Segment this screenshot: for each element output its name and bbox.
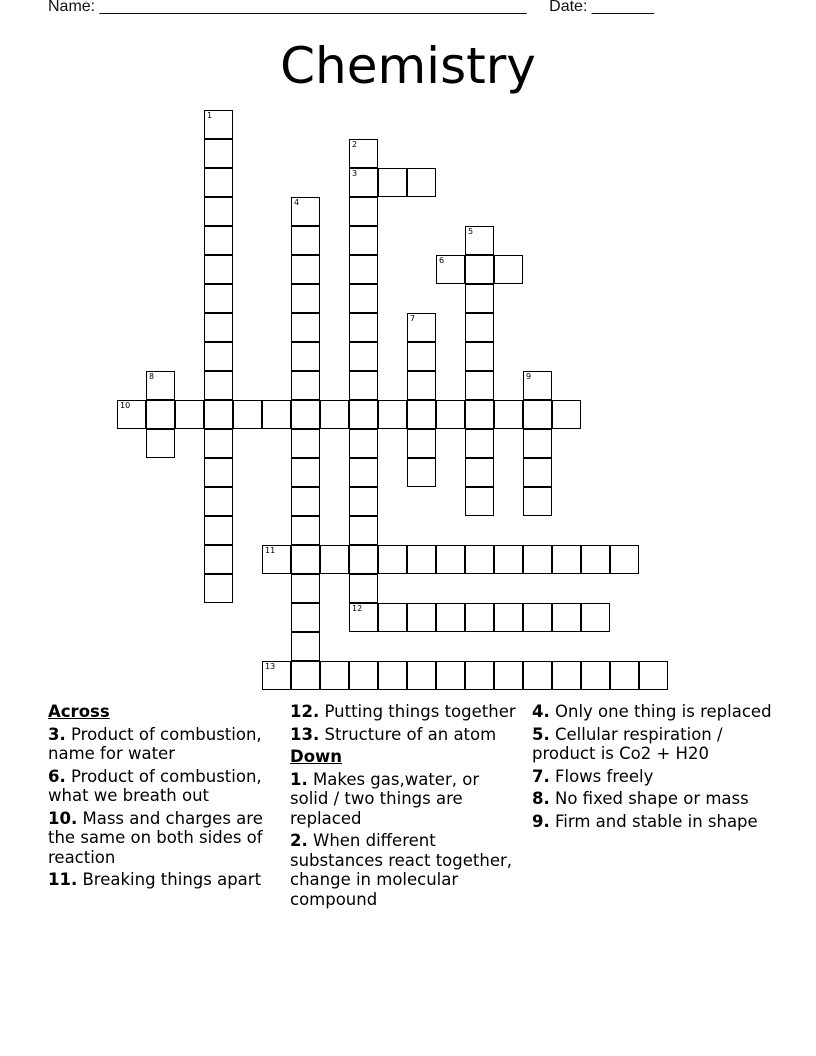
- grid-cell[interactable]: [291, 226, 320, 255]
- grid-cell[interactable]: [465, 545, 494, 574]
- clues-column-3: [532, 702, 772, 834]
- grid-cell[interactable]: [204, 139, 233, 168]
- grid-cell[interactable]: [349, 603, 378, 632]
- grid-cell[interactable]: [291, 661, 320, 690]
- grid-cell[interactable]: [349, 371, 378, 400]
- clue-across-11: 11. Breaking things apart: [48, 870, 262, 889]
- grid-cell[interactable]: [204, 313, 233, 342]
- grid-cell[interactable]: [581, 545, 610, 574]
- grid-cell[interactable]: [349, 139, 378, 168]
- grid-cell[interactable]: [349, 313, 378, 342]
- grid-cell[interactable]: [349, 168, 378, 197]
- grid-cell[interactable]: [436, 400, 465, 429]
- grid-cell[interactable]: [262, 545, 291, 574]
- grid-cell[interactable]: [291, 342, 320, 371]
- grid-cell[interactable]: [204, 371, 233, 400]
- grid-cell[interactable]: [407, 400, 436, 429]
- clue-number: 13: [265, 662, 276, 671]
- grid-cell[interactable]: [465, 429, 494, 458]
- clue-number: 7: [410, 314, 416, 323]
- grid-cell[interactable]: [204, 110, 233, 139]
- grid-cell[interactable]: [436, 603, 465, 632]
- across-heading: Across: [48, 702, 110, 721]
- grid-cell[interactable]: [465, 371, 494, 400]
- grid-cell[interactable]: [320, 400, 349, 429]
- grid-cell[interactable]: [523, 545, 552, 574]
- grid-cell[interactable]: [494, 661, 523, 690]
- grid-cell[interactable]: [494, 400, 523, 429]
- grid-cell[interactable]: [320, 661, 349, 690]
- grid-cell[interactable]: [204, 197, 233, 226]
- clue-number: 5: [468, 227, 474, 236]
- grid-cell[interactable]: [378, 603, 407, 632]
- grid-cell[interactable]: [610, 661, 639, 690]
- clue-number: 9: [526, 372, 532, 381]
- clue-number: 4: [294, 198, 300, 207]
- grid-cell[interactable]: [117, 400, 146, 429]
- grid-cell[interactable]: [204, 284, 233, 313]
- grid-cell[interactable]: [204, 516, 233, 545]
- clue-down-7: 7. Flows freely: [532, 766, 654, 786]
- grid-cell[interactable]: [552, 603, 581, 632]
- grid-cell[interactable]: [291, 284, 320, 313]
- clue-across-6: 6. Product of combustion, what we breath out: [48, 766, 262, 805]
- clue-across-3: 3. Product of combustion, name for water: [48, 724, 262, 763]
- grid-cell[interactable]: [378, 545, 407, 574]
- grid-cell[interactable]: [436, 255, 465, 284]
- grid-cell[interactable]: [349, 255, 378, 284]
- grid-cell[interactable]: [523, 661, 552, 690]
- grid-cell[interactable]: [204, 545, 233, 574]
- grid-cell[interactable]: [407, 371, 436, 400]
- grid-cell[interactable]: [204, 342, 233, 371]
- grid-cell[interactable]: [407, 545, 436, 574]
- grid-cell[interactable]: [494, 255, 523, 284]
- grid-cell[interactable]: [552, 661, 581, 690]
- grid-cell[interactable]: [349, 400, 378, 429]
- clue-number: 12: [352, 604, 363, 613]
- grid-cell[interactable]: [349, 574, 378, 603]
- grid-cell[interactable]: [349, 342, 378, 371]
- clue-number: 1: [207, 111, 213, 120]
- grid-cell[interactable]: [523, 371, 552, 400]
- clue-down-2: 2. When different substances react together, change in molecular compound: [290, 831, 512, 909]
- grid-cell[interactable]: [262, 400, 291, 429]
- grid-cell[interactable]: [465, 487, 494, 516]
- grid-cell[interactable]: [407, 313, 436, 342]
- clue-number: 10: [120, 401, 131, 410]
- grid-cell[interactable]: [436, 545, 465, 574]
- clues-column-2: [290, 702, 522, 912]
- clue-across-10: 10. Mass and charges are the same on both sides of reaction: [48, 808, 263, 867]
- date-field-label[interactable]: Date: _______: [549, 0, 655, 15]
- grid-cell[interactable]: [407, 603, 436, 632]
- grid-cell[interactable]: [291, 516, 320, 545]
- grid-cell[interactable]: [349, 661, 378, 690]
- grid-cell[interactable]: [349, 226, 378, 255]
- grid-cell[interactable]: [262, 661, 291, 690]
- clue-down-5: 5. Cellular respiration / product is Co2 + H20: [532, 724, 723, 763]
- grid-cell[interactable]: [465, 458, 494, 487]
- grid-cell[interactable]: [494, 603, 523, 632]
- grid-cell[interactable]: [349, 284, 378, 313]
- clue-number: 11: [265, 546, 276, 555]
- grid-cell[interactable]: [204, 487, 233, 516]
- grid-cell[interactable]: [291, 400, 320, 429]
- grid-cell[interactable]: [291, 371, 320, 400]
- grid-cell[interactable]: [349, 516, 378, 545]
- grid-cell[interactable]: [581, 603, 610, 632]
- grid-cell[interactable]: [175, 400, 204, 429]
- grid-cell[interactable]: [291, 255, 320, 284]
- clue-number: 8: [149, 372, 155, 381]
- grid-cell[interactable]: [233, 400, 262, 429]
- grid-cell[interactable]: [465, 400, 494, 429]
- grid-cell[interactable]: [204, 429, 233, 458]
- grid-cell[interactable]: [204, 226, 233, 255]
- grid-cell[interactable]: [349, 458, 378, 487]
- clue-number: 2: [352, 140, 358, 149]
- grid-cell[interactable]: [291, 545, 320, 574]
- grid-cell[interactable]: [407, 342, 436, 371]
- clues-column-1: [48, 702, 280, 893]
- clue-down-1: 1. Makes gas,water, or solid / two things are replaced: [290, 769, 480, 828]
- grid-cell[interactable]: [204, 574, 233, 603]
- grid-cell[interactable]: [146, 400, 175, 429]
- grid-cell[interactable]: [291, 487, 320, 516]
- clue-down-4: 4. Only one thing is replaced: [532, 702, 772, 721]
- grid-cell[interactable]: [349, 545, 378, 574]
- grid-cell[interactable]: [204, 255, 233, 284]
- grid-cell[interactable]: [349, 429, 378, 458]
- grid-cell[interactable]: [349, 487, 378, 516]
- grid-cell[interactable]: [146, 371, 175, 400]
- grid-cell[interactable]: [407, 458, 436, 487]
- grid-cell[interactable]: [291, 429, 320, 458]
- grid-cell[interactable]: [407, 429, 436, 458]
- down-heading: Down: [290, 747, 343, 766]
- grid-cell[interactable]: [407, 661, 436, 690]
- grid-cell[interactable]: [494, 545, 523, 574]
- grid-cell[interactable]: [581, 661, 610, 690]
- grid-cell[interactable]: [291, 197, 320, 226]
- grid-cell[interactable]: [639, 661, 668, 690]
- grid-cell[interactable]: [291, 574, 320, 603]
- grid-cell[interactable]: [378, 400, 407, 429]
- page-title: Chemistry: [280, 37, 536, 95]
- clue-number: 6: [439, 256, 445, 265]
- grid-cell[interactable]: [465, 226, 494, 255]
- name-field-label[interactable]: Name: ________________________________________________: [48, 0, 527, 15]
- grid-cell[interactable]: [465, 603, 494, 632]
- grid-cell[interactable]: [436, 661, 465, 690]
- grid-cell[interactable]: [291, 313, 320, 342]
- grid-cell[interactable]: [523, 400, 552, 429]
- grid-cell[interactable]: [523, 603, 552, 632]
- grid-cell[interactable]: [552, 400, 581, 429]
- grid-cell[interactable]: [378, 661, 407, 690]
- grid-cell[interactable]: [146, 429, 175, 458]
- grid-cell[interactable]: [204, 168, 233, 197]
- grid-cell[interactable]: [465, 255, 494, 284]
- grid-cell[interactable]: [465, 284, 494, 313]
- grid-cell[interactable]: [610, 545, 639, 574]
- grid-cell[interactable]: [291, 632, 320, 661]
- grid-cell[interactable]: [465, 342, 494, 371]
- grid-cell[interactable]: [523, 429, 552, 458]
- grid-cell[interactable]: [407, 168, 436, 197]
- grid-cell[interactable]: [552, 545, 581, 574]
- clue-number: 3: [352, 169, 358, 178]
- grid-cell[interactable]: [320, 545, 349, 574]
- grid-cell[interactable]: [291, 603, 320, 632]
- grid-cell[interactable]: [291, 458, 320, 487]
- grid-cell[interactable]: [523, 458, 552, 487]
- clue-down-9: 9. Firm and stable in shape: [532, 811, 758, 831]
- grid-cell[interactable]: [465, 661, 494, 690]
- grid-cell[interactable]: [523, 487, 552, 516]
- grid-cell[interactable]: [349, 197, 378, 226]
- grid-cell[interactable]: [204, 458, 233, 487]
- grid-cell[interactable]: [378, 168, 407, 197]
- clue-down-8: 8. No fixed shape or mass: [532, 789, 749, 808]
- clue-across-13: 13. Structure of an atom: [290, 724, 497, 744]
- clue-across-12: 12. Putting things together: [290, 702, 516, 721]
- grid-cell[interactable]: [204, 400, 233, 429]
- grid-cell[interactable]: [465, 313, 494, 342]
